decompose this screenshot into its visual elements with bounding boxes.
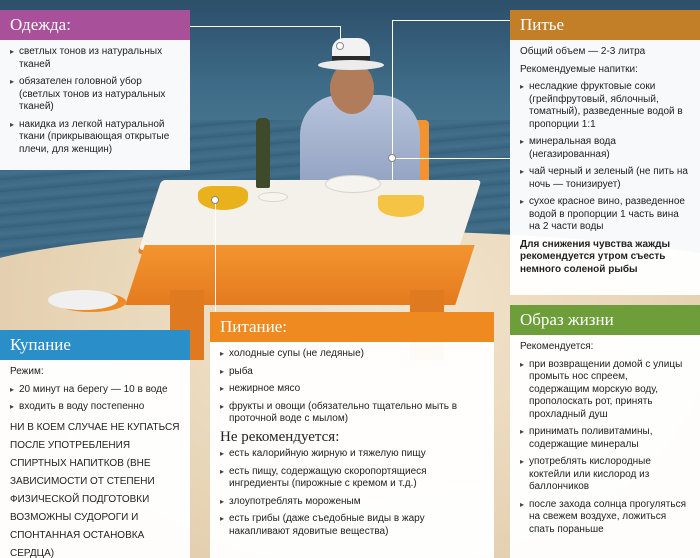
clothing-list (10, 46, 180, 156)
list-item: ▸ есть пищу, содержащую скоропортящиеся ингредиенты (пирожные с кремом и т.д.) (220, 466, 484, 491)
connector-line (190, 26, 340, 27)
drink-note: Для снижения чувства жажды рекомендуется утром съесть немного соленой рыбы (520, 238, 670, 275)
lifestyle-title: Образ жизни (510, 305, 700, 335)
list-item: ▸ злоупотреблять мороженым (220, 496, 484, 509)
list-item: ▸ при возвращении домой с улицы промыть нос спреем, содержащим морскую воду, прополоскать рот, принять прохладный душ (520, 359, 690, 422)
list-item: ▸ есть грибы (даже съедобные виды в жару накапливают ядовитые вещества) (220, 513, 484, 538)
plate-illustration (325, 175, 381, 193)
clothing-panel (0, 10, 190, 170)
list-item: ▸ чай черный и зеленый (не пить на ночь — тонизирует) (520, 166, 690, 191)
drink-title: Питье (510, 10, 700, 40)
bathing-title: Купание (0, 330, 190, 360)
list-item: ▸ минеральная вода (негазированная) (520, 136, 690, 161)
wine-bottle-illustration (256, 118, 270, 188)
bathing-panel (0, 330, 190, 558)
list-item: ▸ несладкие фруктовые соки (грейпфрутовый, яблочный, томатный), разведенные водой в пропорции 1:1 (520, 81, 690, 131)
list-item: ▸ 20 минут на берегу — 10 в воде (10, 384, 180, 397)
list-item: ▸ входить в воду постепенно (10, 401, 180, 414)
drink-recommended-label: Рекомендуемые напитки: (520, 63, 638, 75)
connector-line (215, 200, 216, 312)
list-item: ▸ есть калорийную жирную и тяжелую пищу (220, 448, 484, 461)
connector-dot (336, 42, 344, 50)
bathing-mode-label: Режим: (10, 366, 44, 377)
lifestyle-panel (510, 305, 700, 558)
food-title: Питание: (210, 312, 494, 342)
drink-panel (510, 10, 700, 295)
bathing-list (10, 384, 180, 414)
list-item: ▸ нежирное мясо (220, 383, 484, 396)
fruit-bowl-illustration (198, 186, 248, 210)
list-item: ▸ принимать поливитамины, содержащие минералы (520, 426, 690, 451)
clothing-title: Одежда: (0, 10, 190, 40)
grape-bowl-illustration (378, 195, 424, 217)
bathing-warning: НИ В КОЕМ СЛУЧАЕ НЕ КУПАТЬСЯ ПОСЛЕ УПОТРЕБЛЕНИЯ СПИРТНЫХ НАПИТКОВ (ВНЕ ЗАВИСИМОСТИ ОТ СТЕПЕНИ ФИЗИЧЕСКОЙ ПОДГОТОВКИ ВОЗМОЖНЫ СУДОРОГИ И СПОНТАННАЯ ОСТАНОВКА СЕРДЦА) (10, 421, 180, 558)
connector-dot (388, 154, 396, 162)
food-list (220, 348, 484, 426)
list-item: ▸ обязателен головной убор (светлых тонов из натуральных тканей) (10, 76, 180, 114)
connector-line (392, 20, 510, 21)
connector-dot (211, 196, 219, 204)
table-top-illustration (139, 180, 482, 250)
food-not-recommended-list (220, 448, 484, 538)
cup-plate-illustration (258, 192, 288, 202)
list-item: ▸ после захода солнца прогуляться на свежем воздухе, ложиться спать пораньше (520, 499, 690, 537)
list-item: ▸ накидка из легкой натуральной ткани (прикрывающая открытые плечи, для женщин) (10, 119, 180, 157)
hat-illustration (318, 38, 384, 72)
list-item: ▸ светлых тонов из натуральных тканей (10, 46, 180, 71)
connector-line (392, 158, 510, 159)
list-item: ▸ сухое красное вино, разведенное водой в пропорции 1 часть вина на 2 части воды (520, 196, 690, 234)
lifestyle-list (520, 359, 690, 537)
food-panel (210, 312, 494, 558)
list-item: ▸ употреблять кислородные коктейли или кислород из баллончиков (520, 456, 690, 494)
drink-list (520, 81, 690, 234)
list-item: ▸ фрукты и овощи (обязательно тщательно мыть в проточной воде с мылом) (220, 401, 484, 426)
lifestyle-recommended-label: Рекомендуется: (520, 341, 594, 352)
sandals-illustration (48, 290, 118, 310)
list-item: ▸ рыба (220, 366, 484, 379)
list-item: ▸ холодные супы (не ледяные) (220, 348, 484, 361)
food-not-recommended-title: Не рекомендуется: (220, 428, 340, 445)
drink-volume: Общий объем — 2-3 литра (520, 46, 646, 57)
